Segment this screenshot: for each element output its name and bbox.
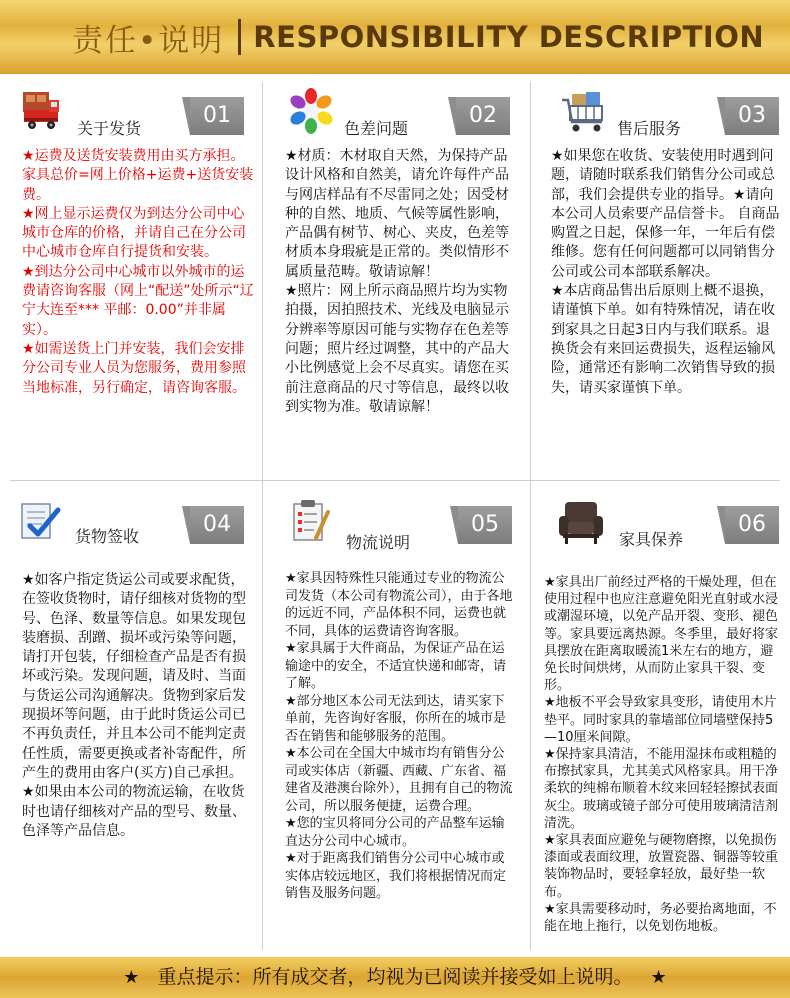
list-item: ★对于距离我们销售分公司中心城市或实体店较远地区，我们将根据情况而定销售及服务问题。 bbox=[285, 851, 507, 901]
list-item: ★网上显示运费仅为到达分公司中心城市仓库的价格，并请自己在分公司中心城市仓库自行提货和安装。 bbox=[22, 205, 246, 261]
clipboard-pen-icon bbox=[290, 498, 332, 548]
armchair-icon bbox=[556, 498, 606, 550]
panel-title: 色差问题 bbox=[344, 119, 409, 138]
panel-title: 货物签收 bbox=[75, 527, 140, 546]
list-item: ★到达分公司中心城市以外城市的运费请咨询客服（网上“配送”处所示“辽宁大连至*** 平邮：0.00”并非属实）。 bbox=[22, 263, 254, 338]
list-item: ★材质：木材取自天然，为保持产品设计风格和自然美，请允许每件产品与网店样品有不尽雷同之处；因受材种的自然、地质、气候等属性影响，产品偶有树节、树心、夹皮，色差等材质本身瑕疵是正常的。类似情形不属质量范畴。敬请谅解！ bbox=[285, 148, 509, 280]
list-item: ★家具出厂前经过严格的干燥处理，但在使用过程中也应注意避免阳光直射或水浸或潮湿环境，以免产品开裂、变形、褪色等。家具要远离热源。冬季里，最好将家具摆放在距离取暖流1米左右的地方，避免长时间烘烤，从而防止家具干裂、变形。 bbox=[544, 575, 779, 694]
list-item: ★家具表面应避免与硬物磨擦，以免损伤漆面或表面纹理，放置瓷器、铜器等较重装饰物品时，要轻拿轻放，最好垫一软布。 bbox=[544, 833, 779, 900]
panel-number: 02 bbox=[456, 97, 510, 135]
list-item: ★保持家具清洁，不能用湿抹布或粗糙的布擦拭家具，尤其美式风格家具。用干净柔软的纯棉布顺着木纹来回轻轻擦拭表面灰尘。玻璃或镜子部分可使用玻璃清洁剂清洗。 bbox=[544, 747, 779, 831]
panel-body bbox=[285, 570, 517, 903]
checklist-icon bbox=[18, 500, 62, 548]
list-item: ★如果您在收货、安装使用时遇到问题，请随时联系我们销售分公司或总部，我们会提供专业的指导。★请向本公司人员索要产品信誉卡。 自商品购置之日起，保修一年，一年后有偿维修。您有任何问题都可以同销售分公司或公司本部联系解决。 bbox=[551, 148, 780, 280]
header-title-en: RESPONSIBILITY DESCRIPTION bbox=[253, 20, 765, 54]
header-banner bbox=[0, 0, 790, 74]
panel-number: 05 bbox=[458, 506, 512, 544]
panel-number: 01 bbox=[190, 97, 244, 135]
panel-body bbox=[551, 147, 781, 398]
list-item: ★家具因特殊性只能通过专业的物流公司发货（本公司有物流公司），由于各地的远近不同，产品体积不同，运费也就不同，具体的运费请咨询客服。 bbox=[285, 571, 513, 639]
header-divider bbox=[238, 19, 241, 55]
panel-body bbox=[285, 147, 521, 417]
header-title bbox=[72, 11, 764, 63]
list-item: ★家具属于大件商品，为保证产品在运输途中的安全，不适宜快递和邮寄，请了解。 bbox=[285, 641, 507, 691]
list-item: ★地板不平会导致家具变形，请使用木片垫平。同时家具的靠墙部位同墙壁保持5—10厘米间隙。 bbox=[544, 695, 777, 745]
panel-body bbox=[544, 574, 778, 935]
panel-body bbox=[22, 147, 256, 398]
panel-title: 家具保养 bbox=[619, 530, 684, 549]
list-item: ★本店商品售出后原则上概不退换，请谨慎下单。如有特殊情况，请在收到家具之日起3日内与我们联系。退换货会有来回运费损失，返程运输风险，通常还有影响二次销售导致的损失，请买家谨慎下单。 bbox=[551, 283, 775, 396]
panel-title: 物流说明 bbox=[346, 533, 411, 552]
panel-number: 04 bbox=[190, 506, 244, 544]
list-item: ★您的宝贝将同分公司的产品整车运输直达分公司中心城市。 bbox=[285, 816, 505, 849]
panel-body bbox=[22, 571, 254, 841]
divider-vertical-left bbox=[262, 82, 263, 950]
divider-vertical-right bbox=[530, 82, 531, 950]
delivery-truck-icon bbox=[20, 88, 64, 136]
panel-number: 06 bbox=[725, 506, 779, 544]
divider-horizontal bbox=[10, 480, 780, 481]
list-item: ★家具需要移动时，务必要抬离地面，不能在地上拖行，以免划伤地板。 bbox=[544, 901, 777, 935]
footer-text: 重点提示：所有成交者，均视为已阅读并接受如上说明。 bbox=[157, 966, 633, 988]
list-item: ★如客户指定货运公司或要求配货，在签收货物时，请仔细核对货物的型号、色泽、数量等信息。如果发现包装磨损、刮蹭、损坏或污染等问题，请打开包装，仔细检查产品是否有损坏或污染。发现问题，请及时、当面与货运公司沟通解决。货物到家后发现损坏等问题，由于此时货运公司已不再负责任，并且本公司不能判定责任性质，需要更换或者补寄配件，所产生的费用由客户(买方)自己承担。 bbox=[22, 572, 246, 781]
list-item: ★照片：网上所示商品照片均为实物拍摄，因拍照技术、光线及电脑显示分辨率等原因可能与实物存在色差等问题；照片经过调整，其中的产品大小比例感觉上会不尽真实。请您在买前注意商品的尺寸等信息，最终以收到实物为准。敬请谅解！ bbox=[285, 283, 509, 415]
star-icon: ★ bbox=[123, 967, 140, 988]
list-item: ★如需送货上门并安装，我们会安排分公司专业人员为您服务，费用参照当地标准，另行确定，请咨询客服。 bbox=[22, 340, 246, 396]
list-item: ★部分地区本公司无法到达，请买家下单前，先咨询好客服，你所在的城市是否在销售和能够服务的范围。 bbox=[285, 693, 507, 744]
list-item: ★如果由本公司的物流运输，在收货时也请仔细核对产品的型号、数量、色泽等产品信息。 bbox=[22, 784, 246, 839]
star-icon: ★ bbox=[650, 967, 667, 988]
panel-number: 03 bbox=[725, 97, 779, 135]
panel-title: 关于发货 bbox=[77, 119, 142, 138]
header-title-cn: 责任•说明 bbox=[72, 22, 225, 59]
shopping-cart-icon bbox=[560, 88, 608, 138]
list-item: ★运费及送货安装费用由买方承担。家具总价=网上价格+运费+送货安装费。 bbox=[22, 148, 254, 203]
panel-title: 售后服务 bbox=[617, 119, 682, 138]
list-item: ★本公司在全国大中城市均有销售分公司或实体店（新疆、西藏、广东省、福建省及港澳台除外），且拥有自己的物流公司，所以服务便捷，运费合理。 bbox=[285, 746, 513, 814]
color-palette-icon bbox=[288, 88, 334, 138]
footer-notice bbox=[0, 957, 790, 998]
